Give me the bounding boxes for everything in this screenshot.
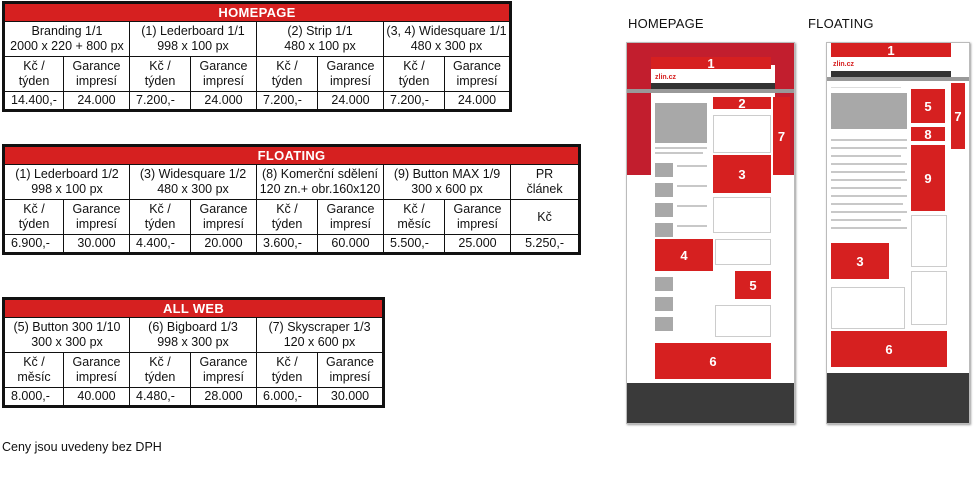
ad-name-pr-article: PR článek bbox=[511, 165, 580, 200]
text-line bbox=[831, 171, 905, 173]
text-line bbox=[677, 185, 707, 187]
impressions-cell: 24.000 bbox=[64, 92, 130, 111]
text-line bbox=[831, 187, 901, 189]
ad-name-widesquare: (3, 4) Widesquare 1/1 480 x 300 px bbox=[384, 22, 511, 57]
thumb-placeholder bbox=[655, 163, 673, 177]
floating-mockup bbox=[826, 42, 970, 424]
ad-name-commercial-message: (8) Komerční sdělení 120 zn.+ obr.160x120 bbox=[257, 165, 384, 200]
ad-slot-1: 1 bbox=[651, 57, 771, 69]
thumb-placeholder bbox=[655, 203, 673, 217]
unit-impressions-header: Garance impresí bbox=[191, 200, 257, 235]
ad-slot-3: 3 bbox=[713, 155, 771, 193]
ad-name-button-max: (9) Button MAX 1/9 300 x 600 px bbox=[384, 165, 511, 200]
ad-name-bigboard: (6) Bigboard 1/3 998 x 300 px bbox=[130, 318, 257, 353]
unit-impressions-header: Garance impresí bbox=[191, 57, 257, 92]
unit-price-header: Kč / týden bbox=[130, 200, 191, 235]
ad-name-skyscraper: (7) Skyscraper 1/3 120 x 600 px bbox=[257, 318, 384, 353]
ad-slot-7: 7 bbox=[951, 83, 965, 149]
floating-table-title: FLOATING bbox=[4, 146, 580, 165]
ad-slot-9: 9 bbox=[911, 145, 945, 211]
thumb-placeholder bbox=[655, 277, 673, 291]
site-logo: zlin.cz bbox=[833, 61, 855, 68]
price-cell: 3.600,- bbox=[257, 235, 318, 254]
thumb-placeholder bbox=[655, 183, 673, 197]
ad-name-lederboard-half: (1) Lederboard 1/2 998 x 100 px bbox=[4, 165, 130, 200]
text-line bbox=[831, 219, 901, 221]
homepage-mockup bbox=[626, 42, 795, 424]
thumb-placeholder bbox=[655, 223, 673, 237]
unit-price-header: Kč / týden bbox=[4, 57, 64, 92]
content-box bbox=[715, 239, 771, 265]
text-line bbox=[831, 211, 907, 213]
ad-name-widesquare-half: (3) Widesquare 1/2 480 x 300 px bbox=[130, 165, 257, 200]
price-cell: 7.200,- bbox=[130, 92, 191, 111]
impressions-cell: 25.000 bbox=[445, 235, 511, 254]
ad-slot-7: 7 bbox=[773, 97, 790, 175]
price-cell: 8.000,- bbox=[4, 388, 64, 407]
text-line bbox=[831, 179, 907, 181]
sub-nav-bar bbox=[627, 89, 794, 93]
ad-slot-6: 6 bbox=[655, 343, 771, 379]
ad-slot-8: 8 bbox=[911, 127, 945, 141]
text-line bbox=[831, 163, 907, 165]
site-logo: zlin.cz bbox=[655, 74, 677, 81]
price-cell: 7.200,- bbox=[384, 92, 445, 111]
content-box bbox=[713, 197, 771, 233]
content-box bbox=[715, 305, 771, 337]
unit-impressions-header: Garance impresí bbox=[318, 200, 384, 235]
impressions-cell: 24.000 bbox=[191, 92, 257, 111]
text-line bbox=[831, 139, 907, 141]
text-line bbox=[831, 227, 907, 229]
content-box bbox=[713, 115, 771, 153]
unit-price-header: Kč / měsíc bbox=[384, 200, 445, 235]
text-line bbox=[831, 147, 907, 149]
sub-nav-bar bbox=[827, 77, 969, 81]
thumb-placeholder bbox=[655, 317, 673, 331]
text-line bbox=[655, 152, 703, 154]
text-line bbox=[677, 165, 707, 167]
impressions-cell: 40.000 bbox=[64, 388, 130, 407]
content-box bbox=[911, 215, 947, 267]
unit-impressions-header: Garance impresí bbox=[191, 353, 257, 388]
ad-slot-5: 5 bbox=[735, 271, 771, 299]
image-placeholder bbox=[655, 103, 707, 143]
unit-price-header: Kč / měsíc bbox=[4, 353, 64, 388]
ad-slot-1: 1 bbox=[831, 43, 951, 57]
impressions-cell: 24.000 bbox=[445, 92, 511, 111]
image-placeholder bbox=[831, 93, 907, 129]
ad-name-lederboard: (1) Lederboard 1/1 998 x 100 px bbox=[130, 22, 257, 57]
unit-impressions-header: Garance impresí bbox=[445, 57, 511, 92]
content-box bbox=[831, 287, 905, 329]
impressions-cell: 20.000 bbox=[191, 235, 257, 254]
homepage-table-title: HOMEPAGE bbox=[4, 3, 511, 22]
unit-price-header: Kč / týden bbox=[257, 353, 318, 388]
unit-price-header: Kč / týden bbox=[130, 353, 191, 388]
text-line bbox=[831, 195, 907, 197]
impressions-cell: 60.000 bbox=[318, 235, 384, 254]
price-cell: 5.250,- bbox=[511, 235, 580, 254]
thumb-placeholder bbox=[655, 297, 673, 311]
impressions-cell: 30.000 bbox=[318, 388, 384, 407]
impressions-cell: 24.000 bbox=[318, 92, 384, 111]
unit-impressions-header: Garance impresí bbox=[318, 57, 384, 92]
price-cell: 6.000,- bbox=[257, 388, 318, 407]
vat-note: Ceny jsou uvedeny bez DPH bbox=[2, 440, 162, 454]
site-footer bbox=[627, 383, 794, 423]
unit-price-header: Kč bbox=[511, 200, 580, 235]
ad-slot-3: 3 bbox=[831, 243, 889, 279]
homepage-mockup-label: HOMEPAGE bbox=[628, 16, 704, 31]
price-cell: 5.500,- bbox=[384, 235, 445, 254]
ad-slot-5: 5 bbox=[911, 89, 945, 123]
text-line bbox=[655, 147, 707, 149]
ad-name-strip: (2) Strip 1/1 480 x 100 px bbox=[257, 22, 384, 57]
unit-price-header: Kč / týden bbox=[257, 200, 318, 235]
ad-name-branding: Branding 1/1 2000 x 220 + 800 px bbox=[4, 22, 130, 57]
floating-rate-table bbox=[2, 144, 581, 255]
unit-price-header: Kč / týden bbox=[4, 200, 64, 235]
unit-price-header: Kč / týden bbox=[130, 57, 191, 92]
text-line bbox=[831, 203, 903, 205]
unit-impressions-header: Garance impresí bbox=[445, 200, 511, 235]
floating-mockup-label: FLOATING bbox=[808, 16, 874, 31]
price-cell: 6.900,- bbox=[4, 235, 64, 254]
ad-name-button-300: (5) Button 300 1/10 300 x 300 px bbox=[4, 318, 130, 353]
allweb-rate-table bbox=[2, 297, 385, 408]
impressions-cell: 28.000 bbox=[191, 388, 257, 407]
text-line bbox=[677, 205, 707, 207]
unit-price-header: Kč / týden bbox=[257, 57, 318, 92]
price-cell: 4.480,- bbox=[130, 388, 191, 407]
unit-impressions-header: Garance impresí bbox=[64, 353, 130, 388]
ad-slot-2: 2 bbox=[713, 97, 771, 109]
allweb-table-title: ALL WEB bbox=[4, 299, 384, 318]
ad-slot-4: 4 bbox=[655, 239, 713, 271]
price-cell: 7.200,- bbox=[257, 92, 318, 111]
text-line bbox=[677, 225, 707, 227]
text-line bbox=[831, 155, 901, 157]
price-cell: 14.400,- bbox=[4, 92, 64, 111]
price-cell: 4.400,- bbox=[130, 235, 191, 254]
unit-impressions-header: Garance impresí bbox=[318, 353, 384, 388]
homepage-rate-table bbox=[2, 1, 512, 112]
ad-slot-6: 6 bbox=[831, 331, 947, 367]
unit-impressions-header: Garance impresí bbox=[64, 57, 130, 92]
text-line bbox=[831, 87, 901, 88]
impressions-cell: 30.000 bbox=[64, 235, 130, 254]
site-footer bbox=[827, 373, 969, 423]
unit-price-header: Kč / týden bbox=[384, 57, 445, 92]
content-box bbox=[911, 271, 947, 325]
unit-impressions-header: Garance impresí bbox=[64, 200, 130, 235]
